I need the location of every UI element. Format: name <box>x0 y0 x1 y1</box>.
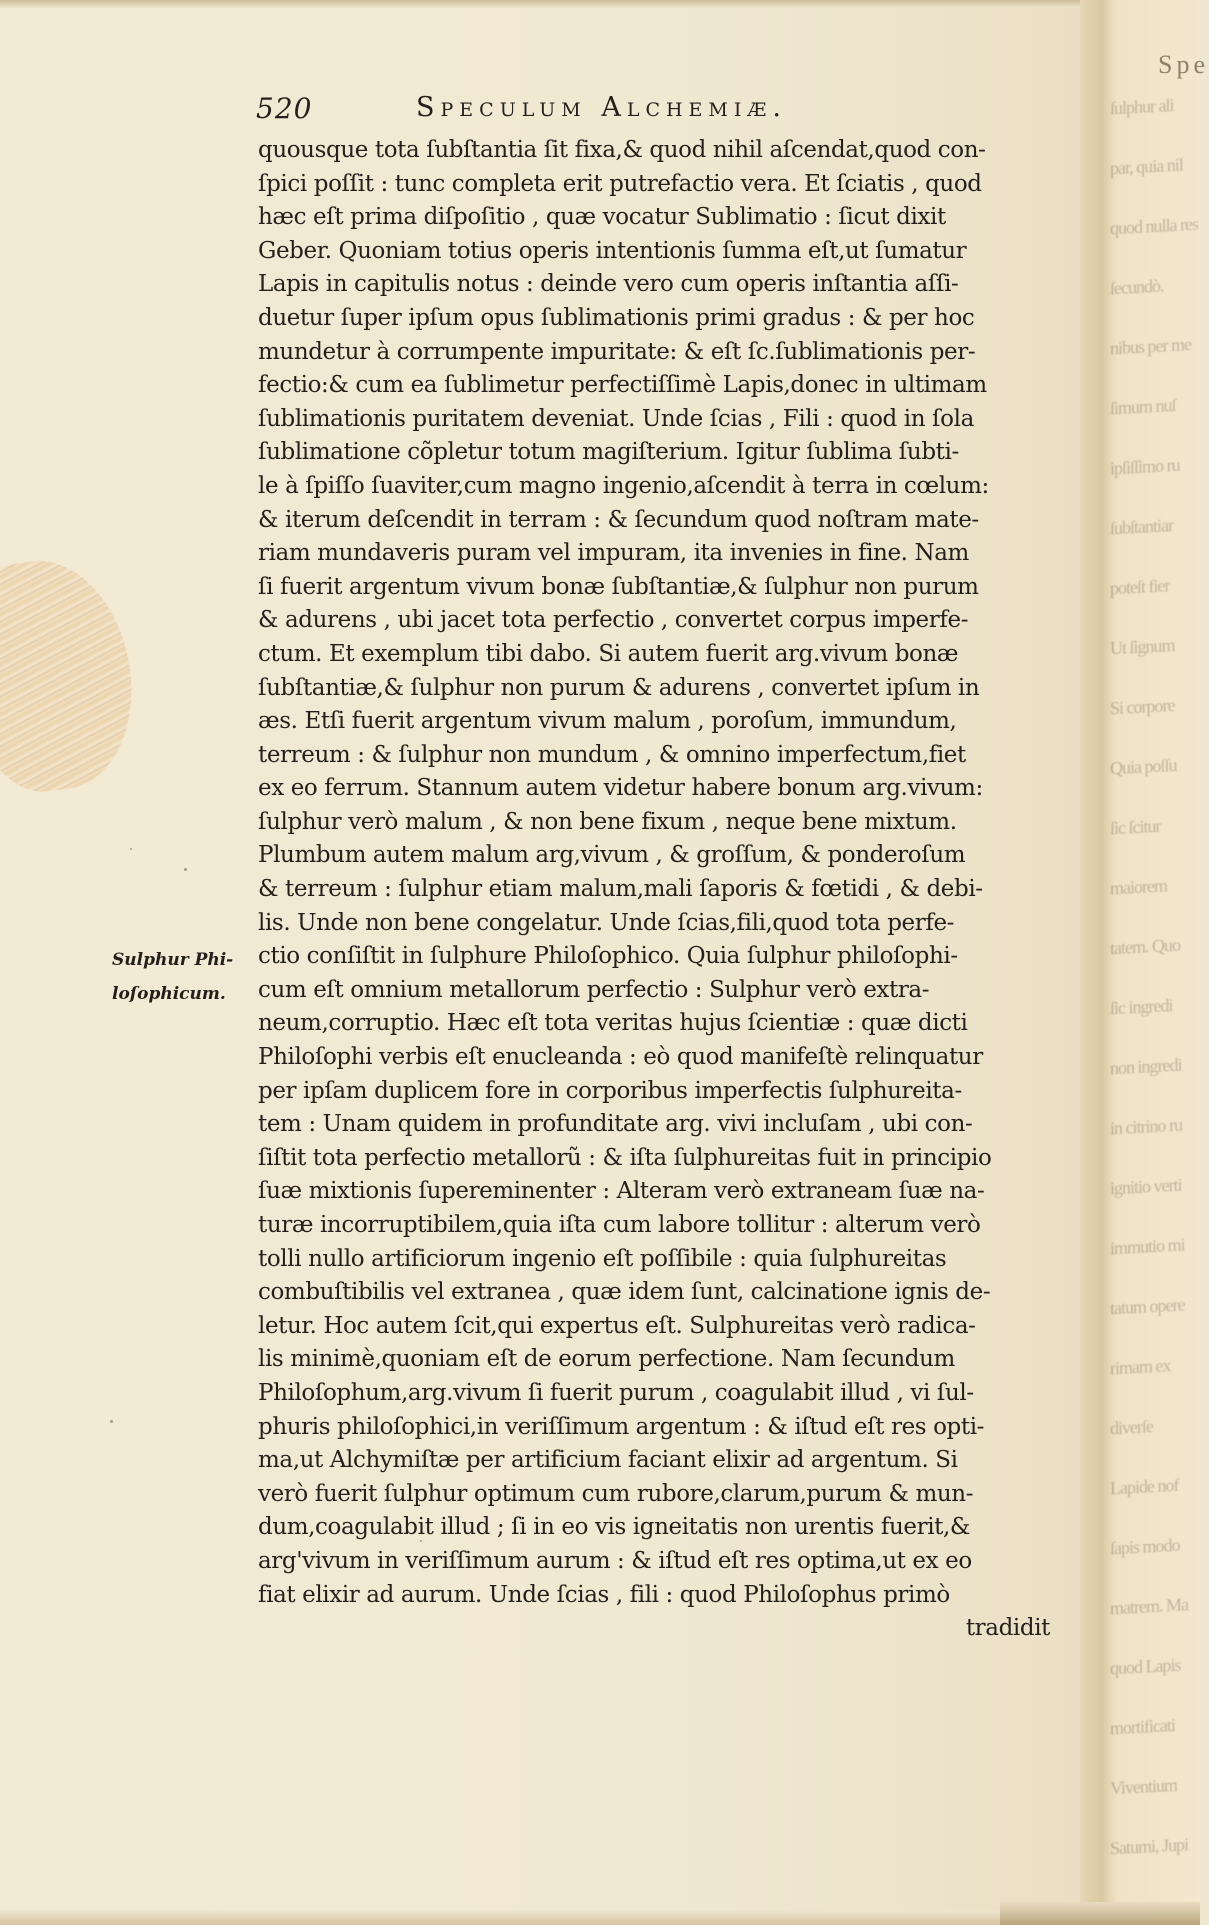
ink-speck <box>110 1420 113 1423</box>
body-text-line: terreum : & ſulphur non mundum , & omnino imperfectum,fiet <box>258 741 966 768</box>
body-text-line: le à ſpiſſo ſuaviter,cum magno ingenio,aſcendit à terra in cœlum: <box>258 472 989 499</box>
body-text-line: dum,coagulabit illud ; ſi in eo vis igneitatis non urentis fuerit,& <box>258 1514 970 1541</box>
brush-blur <box>0 550 145 800</box>
page-header <box>256 92 1050 132</box>
facing-page-title: Spe <box>1158 50 1209 79</box>
page-number: 520 <box>256 92 313 125</box>
body-text-line: phuris philoſophici,in veriſſimum argentum : & iſtud eſt res opti- <box>258 1413 985 1440</box>
body-text-line: fiat elixir ad aurum. Unde ſcias , fili : quod Philoſophus primò <box>258 1581 950 1608</box>
body-text-line: letur. Hoc autem ſcit,qui expertus eſt. Sulphureitas verò radica- <box>258 1312 976 1339</box>
binding-shadow <box>1000 1902 1200 1925</box>
body-text-line: Philoſophi verbis eſt enucleanda : eò quod manifeſtè relinquatur <box>258 1044 983 1071</box>
body-text-line: neum,corruptio. Hæc eſt tota veritas hujus ſcientiæ : quæ dicti <box>258 1010 968 1037</box>
body-text-line: ſubſtantiæ,& ſulphur non purum & adurens , convertet ipſum in <box>258 674 980 701</box>
body-text-line: cum eſt omnium metallorum perfectio : Sulphur verò extra- <box>258 976 930 1003</box>
margin-note-line: loſophicum. <box>112 983 226 1004</box>
ink-speck <box>130 848 132 850</box>
body-text-line: tem : Unam quidem in profunditate arg. vivi incluſam , ubi con- <box>258 1111 973 1138</box>
body-text-line: ctio conſiſtit in ſulphure Philoſophico. Quia ſulphur philoſophi- <box>258 943 958 970</box>
body-text-line: ſiſtit tota perfectio metallorũ : & iſta ſulphureitas fuit in principio <box>258 1144 992 1171</box>
body-text-line: riam mundaveris puram vel impuram, ita invenies in fine. Nam <box>258 540 969 567</box>
body-text-line: ſublimationis puritatem deveniat. Unde ſcias , Fili : quod in ſola <box>258 405 974 432</box>
body-text-line: Lapis in capitulis notus : deinde vero cum operis inſtantia aſſi- <box>258 271 959 298</box>
body-text-line: verò fuerit ſulphur optimum cum rubore,clarum,purum & mun- <box>258 1480 974 1507</box>
margin-note-line: Sulphur Phi- <box>112 950 234 970</box>
body-text-line: mundetur à corrumpente impuritate: & eſt ſc.ſublimationis per- <box>258 338 976 365</box>
body-text-line: & adurens , ubi jacet tota perfectio , convertet corpus imperfe- <box>258 607 969 634</box>
body-text-line: per ipſam duplicem fore in corporibus imperfectis ſulphureita- <box>258 1077 962 1104</box>
body-text-line: ma,ut Alchymiſtæ per artificium faciant elixir ad argentum. Si <box>258 1447 958 1474</box>
body-text-line: combuſtibilis vel extranea , quæ idem ſunt, calcinatione ignis de- <box>258 1279 991 1306</box>
ink-speck <box>184 868 187 871</box>
page-top-edge <box>0 0 1200 8</box>
body-text-line: ſublimatione cõpletur totum magiſterium. Igitur ſublima ſubti- <box>258 439 959 466</box>
body-text-line: turæ incorruptibilem,quia iſta cum labore tollitur : alterum verò <box>258 1212 981 1238</box>
body-text-line: Geber. Quoniam totius operis intentionis ſumma eſt,ut ſumatur <box>258 237 967 264</box>
body-text-line: ſi fuerit argentum vivum bonæ ſubſtantiæ,& ſulphur non purum <box>258 573 979 600</box>
ink-speck <box>420 1540 422 1542</box>
body-text-line: ctum. Et exemplum tibi dabo. Si autem fuerit arg.vivum bonæ <box>258 640 959 667</box>
body-text-line: duetur ſuper ipſum opus ſublimationis primi gradus : & per hoc <box>258 304 975 331</box>
body-text-line: Plumbum autem malum arg,vivum , & groſſum, & ponderoſum <box>258 842 966 869</box>
body-text-line: ſpici poſſit : tunc completa erit putrefactio vera. Et ſciatis , quod <box>258 170 982 197</box>
facing-page-edge: ſulphur ali par, quia nil quod nulla res ſecundò. nibus per me ſimum nuſ ipſiſſimo ru ſubſtantiar poteſt fier Ut ſignum Si corpore Quia poſſu ſic ſcitur maiorem tatem. Quo ſic ingredi non ingredi in citrino ru ignitio verti immutio mi tatum opere rimam ex diverſe Lapide nof ſapis modo matrem. Ma quod Lapis mortificati Viventium Saturni, Jupi <box>1080 0 1200 1925</box>
body-text-line: arg'vivum in veriſſimum aurum : & iſtud eſt res optima,ut ex eo <box>258 1547 972 1574</box>
body-text-line: fectio:& cum ea ſublimetur perfectiſſimè Lapis,donec in ultimam <box>258 372 987 399</box>
body-text-line: tradidit <box>965 1615 1050 1642</box>
body-text-line: Philoſophum,arg.vivum ſi fuerit purum , coagulabit illud , vi ſul- <box>258 1379 974 1406</box>
body-text-line: tolli nullo artificiorum ingenio eſt poſſibile : quia ſulphureitas <box>258 1245 947 1272</box>
body-text-line: ſulphur verò malum , & non bene fixum , neque bene mixtum. <box>258 808 957 835</box>
body-text-line: quousque tota ſubſtantia ſit fixa,& quod nihil aſcendat,quod con- <box>258 137 986 163</box>
running-title: Speculum Alchemiæ. <box>416 92 787 123</box>
body-text-line: æs. Etſi fuerit argentum vivum malum , poroſum, immundum, <box>258 708 957 735</box>
body-text-line: lis minimè,quoniam eſt de eorum perfectione. Nam ſecundum <box>258 1346 955 1373</box>
body-text-line: ex eo ferrum. Stannum autem videtur habere bonum arg.vivum: <box>258 775 983 802</box>
body-text-line: hæc eſt prima diſpoſitio , quæ vocatur Sublimatio : ſicut dixit <box>258 204 946 231</box>
margin-note <box>112 944 258 1011</box>
body-text-line: & terreum : ſulphur etiam malum,mali ſaporis & fœtidi , & debi- <box>258 876 983 903</box>
body-text <box>258 134 1050 1646</box>
body-text-line: & iterum deſcendit in terram : & ſecundum quod noſtram mate- <box>258 506 979 533</box>
body-text-line: ſuæ mixtionis ſupereminenter : Alteram verò extraneam ſuæ na- <box>258 1178 985 1205</box>
body-text-line: lis. Unde non bene congelatur. Unde ſcias,fili,quod tota perfe- <box>258 909 955 936</box>
